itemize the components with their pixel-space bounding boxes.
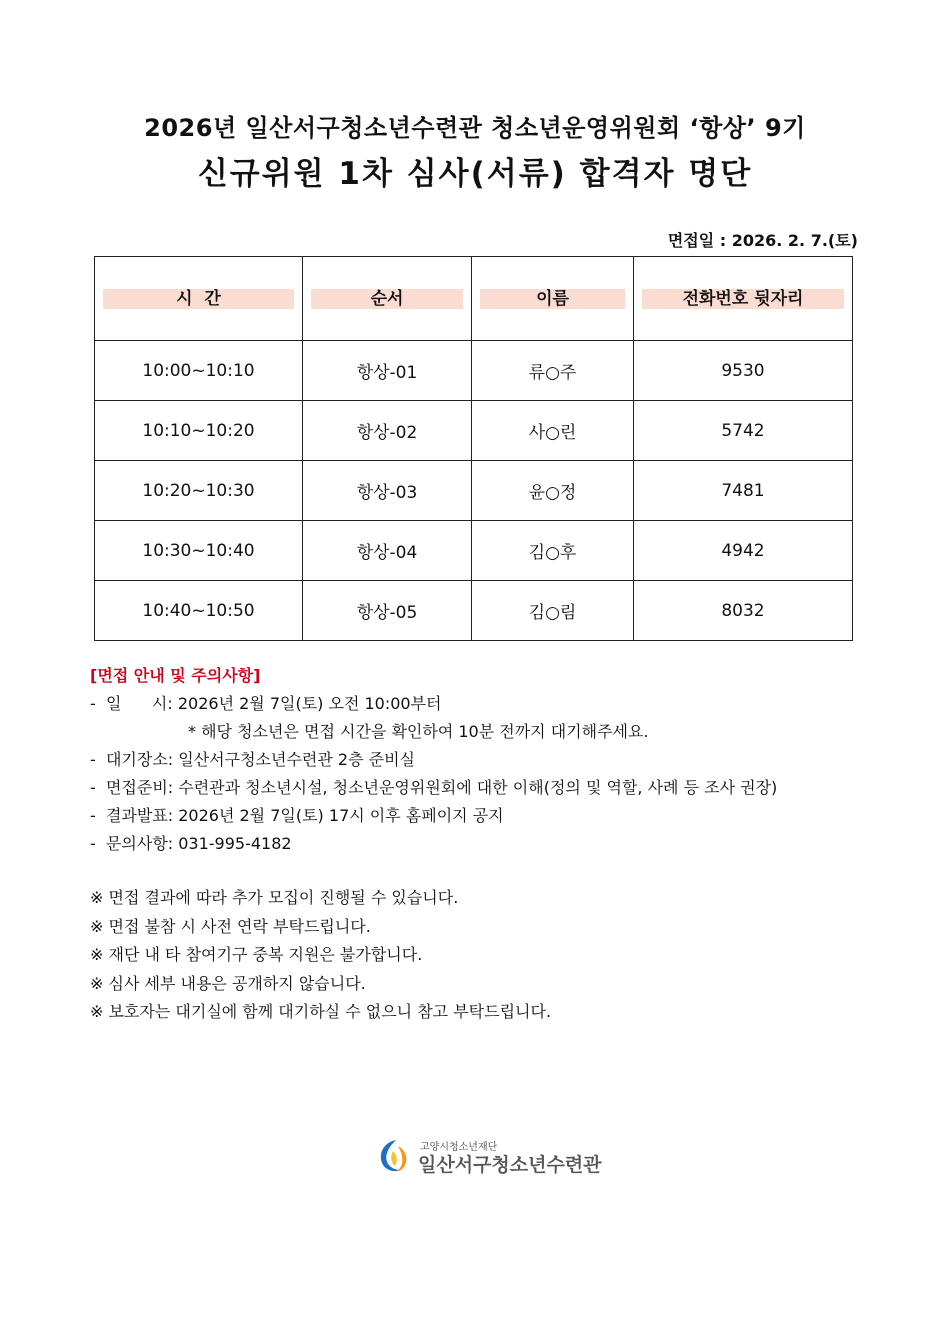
organization-logo	[376, 1136, 616, 1176]
cell-order: 항상-05	[303, 581, 472, 641]
notice-title: [면접 안내 및 주의사항]	[90, 666, 261, 685]
notice-item-contact: - 문의사항: 031-995-4182	[90, 834, 292, 853]
logo-org-sub: 고양시청소년재단	[420, 1142, 498, 1153]
cell-name: 김○림	[472, 581, 634, 641]
document-title-line1: 2026년 일산서구청소년수련관 청소년운영위원회 ‘항상’ 9기	[144, 114, 806, 142]
table-row	[95, 341, 853, 401]
caution-item: ※ 면접 불참 시 사전 연락 부탁드립니다.	[90, 916, 371, 936]
table-row	[95, 581, 853, 641]
notice-item-result: - 결과발표: 2026년 2월 7일(토) 17시 이후 홈페이지 공지	[90, 806, 504, 825]
notice-item-preparation: - 면접준비: 수련관과 청소년시설, 청소년운영위원회에 대한 이해(정의 및 역할, 사례 등 조사 권장)	[90, 778, 778, 797]
logo-org-main: 일산서구청소년수련관	[418, 1154, 602, 1176]
notice-item-datetime: - 일 시: 2026년 2월 7일(토) 오전 10:00부터	[90, 694, 442, 713]
cell-order: 항상-03	[303, 461, 472, 521]
cell-phone: 4942	[634, 521, 853, 581]
cell-name: 김○후	[472, 521, 634, 581]
notice-item-waiting-place: - 대기장소: 일산서구청소년수련관 2층 준비실	[90, 750, 415, 769]
caution-item: ※ 보호자는 대기실에 함께 대기하실 수 없으니 참고 부탁드립니다.	[90, 1002, 552, 1021]
schedule-table	[94, 256, 853, 641]
notice-item-arrival-note: * 해당 청소년은 면접 시간을 확인하여 10분 전까지 대기해주세요.	[188, 722, 649, 741]
column-header-order: 순서	[303, 257, 472, 341]
caution-item: ※ 심사 세부 내용은 공개하지 않습니다.	[90, 973, 366, 993]
table-row	[95, 521, 853, 581]
cell-phone: 5742	[634, 401, 853, 461]
cell-order: 항상-04	[303, 521, 472, 581]
cell-name: 류○주	[472, 341, 634, 401]
interview-date: 면접일 : 2026. 2. 7.(토)	[667, 231, 858, 250]
document-title-line2: 신규위원 1차 심사(서류) 합격자 명단	[197, 156, 753, 192]
caution-item: ※ 면접 결과에 따라 추가 모집이 진행될 수 있습니다.	[90, 888, 459, 907]
cell-phone: 8032	[634, 581, 853, 641]
cell-phone: 7481	[634, 461, 853, 521]
caution-item: ※ 재단 내 타 참여기구 중복 지원은 불가합니다.	[90, 945, 423, 964]
cell-phone: 9530	[634, 341, 853, 401]
cell-name: 사○린	[472, 401, 634, 461]
table-row	[95, 461, 853, 521]
cell-name: 윤○정	[472, 461, 634, 521]
cell-time: 10:10~10:20	[95, 401, 303, 461]
cell-time: 10:30~10:40	[95, 521, 303, 581]
column-header-time: 시 간	[95, 257, 303, 341]
column-header-name: 이름	[472, 257, 634, 341]
cell-time: 10:40~10:50	[95, 581, 303, 641]
caution-section	[90, 884, 890, 1027]
cell-time: 10:20~10:30	[95, 461, 303, 521]
table-header-row	[95, 257, 853, 341]
cell-order: 항상-01	[303, 341, 472, 401]
table-row	[95, 401, 853, 461]
logo-mark-icon	[376, 1136, 416, 1176]
cell-order: 항상-02	[303, 401, 472, 461]
cell-time: 10:00~10:10	[95, 341, 303, 401]
column-header-phone: 전화번호 뒷자리	[634, 257, 853, 341]
notice-section	[90, 662, 890, 858]
